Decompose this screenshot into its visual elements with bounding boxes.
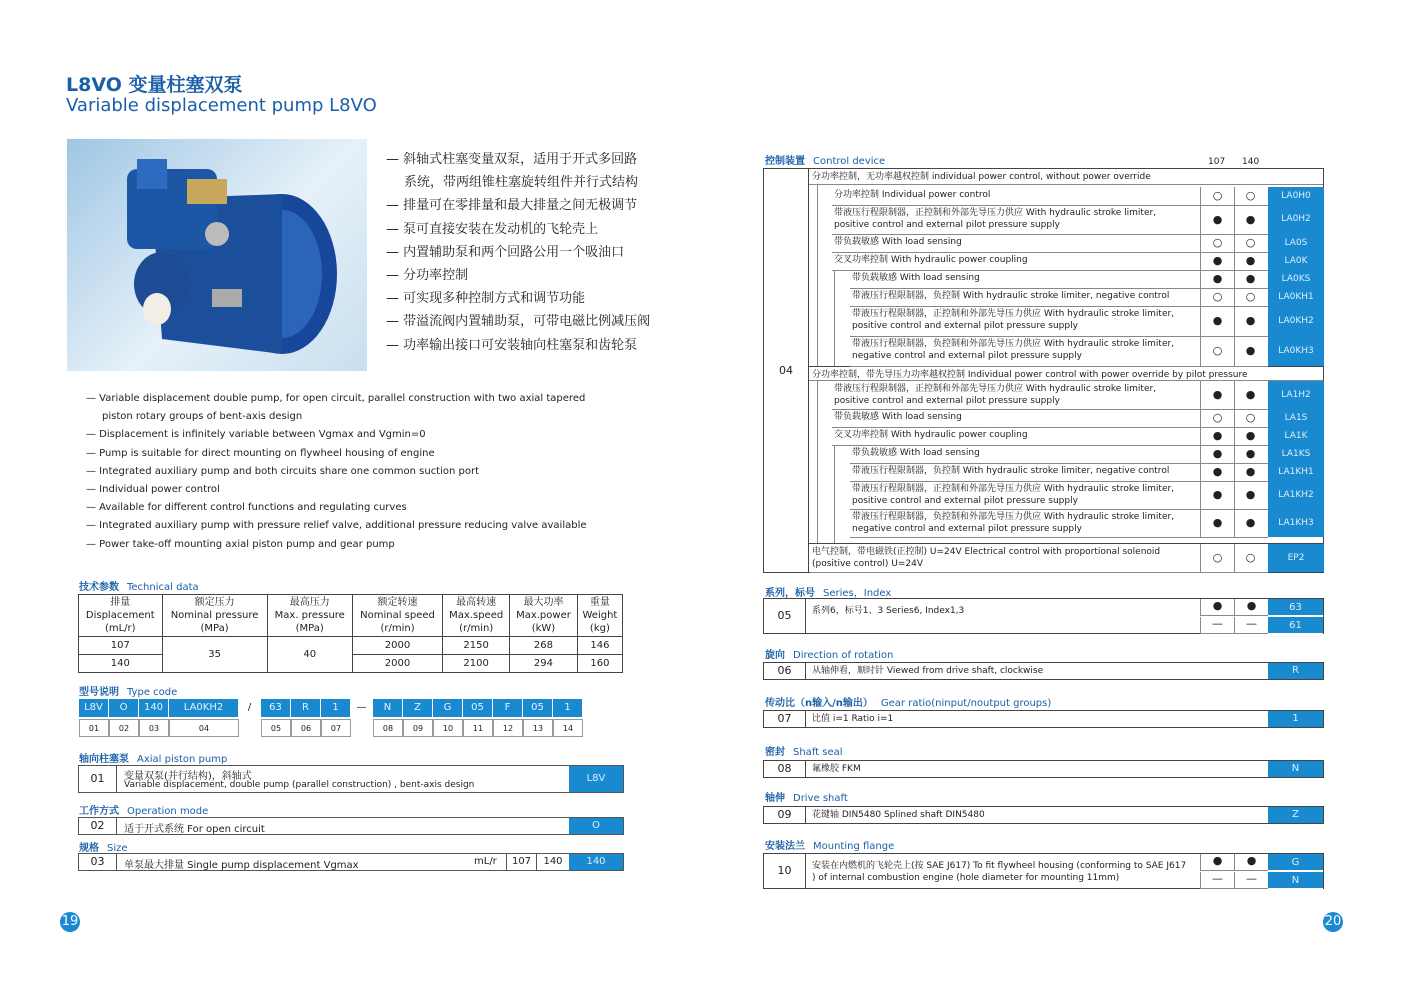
code-cell: N — [1268, 761, 1323, 777]
symbol-107: ● — [1212, 488, 1223, 501]
divider — [1234, 270, 1235, 288]
type-code-cell: F — [493, 699, 523, 717]
divider — [809, 543, 1323, 544]
code-cell: LA1S — [1268, 409, 1324, 427]
size-140: 140 — [536, 854, 569, 870]
control-row-text: 带液压行程限制器，负控制和外部先导压力供应 With hydraulic stroke limiter, negative control and external pilot pressure supply — [852, 339, 1175, 361]
divider — [1234, 445, 1235, 463]
code-cell: LA0KH1 — [1268, 288, 1324, 306]
section-heading: 系列，标号 Series，Index — [765, 588, 892, 599]
symbol-140: — — [1234, 617, 1268, 634]
symbol-140: ● — [1245, 447, 1256, 460]
en-bullet: piston rotary groups of bent-axis design — [102, 411, 303, 423]
divider — [850, 336, 1268, 337]
symbol-140: — — [1234, 872, 1268, 889]
control-row-text: 带液压行程限制器，正控制和外部先导压力供应 With hydraulic stroke limiter, positive control and external pilot pressure supply — [852, 484, 1175, 506]
code-cell: 63 — [1268, 599, 1323, 616]
divider — [850, 366, 1268, 367]
symbol-107: ● — [1212, 465, 1223, 478]
divider — [1200, 252, 1201, 270]
symbol-107: — — [1200, 872, 1234, 889]
symbol-107: ● — [1200, 854, 1234, 871]
symbol-107: ● — [1212, 388, 1223, 401]
cn-bullet: — 内置辅助泵和两个回路公用一个吸油口 — [386, 244, 625, 260]
code-cell: R — [1268, 663, 1323, 679]
control-row-text: 电气控制，带电磁铁(正控制) U=24V Electrical control with proportional solenoid (positive control) U=24V — [812, 547, 1161, 569]
row-text: 系列6，标号1、3 Series6, Index1,3 — [812, 606, 965, 616]
symbol-140: ● — [1245, 344, 1256, 357]
cn-bullet: — 功率输出接口可安装轴向柱塞泵和齿轮泵 — [386, 337, 638, 353]
symbol-107: ● — [1212, 212, 1223, 226]
table-cell: 2150 — [443, 637, 510, 655]
divider — [1200, 187, 1201, 205]
code-cell: N — [1268, 872, 1323, 889]
symbol-107: ● — [1212, 272, 1223, 285]
divider — [1200, 288, 1201, 306]
divider — [1200, 427, 1201, 445]
divider — [1200, 463, 1201, 481]
cn-bullet: — 斜轴式柱塞变量双泵，适用于开式多回路 — [386, 152, 638, 167]
page-title-en: Variable displacement pump L8VO — [66, 95, 377, 116]
th-nominal-pressure: 额定压力 Nominal pressure (MPa) — [162, 595, 267, 637]
section-heading: 规格 Size — [79, 843, 128, 854]
th-max-speed: 最高转速 Max.speed (r/min) — [443, 595, 510, 637]
symbol-140: ○ — [1245, 290, 1256, 303]
table-cell: 268 — [510, 637, 578, 655]
divider — [1234, 463, 1235, 481]
row-number: 01 — [79, 766, 117, 792]
symbol-140: ● — [1234, 854, 1268, 871]
section-heading: 工作方式 Operation mode — [79, 806, 209, 817]
symbol-140: ● — [1245, 488, 1256, 501]
type-code-number — [351, 719, 373, 737]
code-cell: LA1KS — [1268, 445, 1324, 463]
table-cell: 294 — [510, 655, 578, 673]
page-number-left: 19 — [60, 912, 80, 932]
control-row-text: 分功率控制 Individual power control — [834, 190, 991, 200]
th-displacement: 排量 Displacement (mL/r) — [79, 595, 163, 637]
code-cell: 61 — [1268, 617, 1323, 634]
symbol-107: ○ — [1212, 189, 1223, 202]
type-code-number: 03 — [139, 719, 169, 737]
code-cell: LA1K — [1268, 427, 1324, 445]
unit-label: mL/r — [474, 856, 497, 867]
divider — [1200, 205, 1201, 234]
symbol-140: ● — [1245, 516, 1256, 529]
row-text: 比值 i=1 Ratio i=1 — [812, 714, 894, 724]
row-number: 06 — [764, 663, 806, 679]
symbol-140: ○ — [1245, 189, 1256, 202]
indent-line — [834, 270, 835, 366]
control-row-text: 交叉功率控制 With hydraulic power coupling — [834, 255, 1028, 265]
divider — [832, 234, 1268, 235]
symbol-140: ● — [1245, 429, 1256, 442]
type-code-number: 02 — [109, 719, 139, 737]
code-cell: LA1H2 — [1268, 381, 1324, 409]
control-group-header: 分功率控制，无功率越权控制 individual power control, without power override — [812, 172, 1151, 182]
divider — [1200, 409, 1201, 427]
cn-bullet: — 带溢流阀内置辅助泵，可带电磁比例减压阀 — [386, 314, 651, 330]
control-row-text: 带负载敏感 With load sensing — [852, 273, 980, 283]
code-cell: LA0H2 — [1268, 205, 1324, 234]
code-cell: LA0KH2 — [1268, 306, 1324, 336]
row-number: 09 — [764, 807, 806, 823]
table-cell: 2000 — [352, 637, 442, 655]
symbol-107: ○ — [1212, 344, 1223, 357]
divider — [1234, 427, 1235, 445]
row-number: 07 — [764, 711, 806, 727]
symbol-107: ○ — [1212, 551, 1223, 564]
size-107: 107 — [506, 854, 536, 870]
cn-bullet-list — [386, 148, 650, 357]
code-cell: Z — [1268, 807, 1323, 823]
type-code-cell: 140 — [139, 699, 169, 717]
symbol-140: ● — [1245, 212, 1256, 226]
type-code-cell: 63 — [261, 699, 291, 717]
th-nominal-speed: 额定转速 Nominal speed (r/min) — [352, 595, 442, 637]
en-bullet-list — [86, 390, 587, 554]
code-cell: LA0KH3 — [1268, 336, 1324, 366]
section-row-10 — [763, 853, 1324, 889]
cn-bullet: 系统，带两组锥柱塞旋转组件并行式结构 — [404, 175, 639, 191]
row-text: 安装在内燃机的飞轮壳上(按 SAE J617) To fit flywheel housing (conforming to SAE J617 ) of internal combustion engine (hole diameter for mounting 11mm) — [812, 861, 1187, 883]
table-cell: 35 — [162, 637, 267, 673]
control-row-text: 带负载敏感 With load sensing — [834, 237, 962, 247]
code-cell: LA0KS — [1268, 270, 1324, 288]
divider — [850, 481, 1268, 482]
divider — [832, 445, 1268, 446]
table-cell: 140 — [79, 655, 163, 673]
page-title-cn: L8VO 变量柱塞双泵 — [66, 74, 243, 96]
type-code-number: 10 — [433, 719, 463, 737]
type-code-number: 13 — [523, 719, 553, 737]
control-row-text: 带液压行程限制器，负控制 With hydraulic stroke limiter, negative control — [852, 466, 1170, 476]
symbol-140: ● — [1245, 272, 1256, 285]
divider — [809, 380, 1323, 381]
row-number: 04 — [764, 169, 809, 572]
section-row-05 — [763, 598, 1324, 634]
section-row-07 — [763, 710, 1324, 728]
row-text: 从轴伸看，顺时针 Viewed from drive shaft, clockwise — [812, 666, 1044, 676]
row-number: 03 — [79, 854, 117, 870]
row-number: 05 — [764, 599, 806, 633]
row-text: 花键轴 DIN5480 Splined shaft DIN5480 — [812, 810, 985, 820]
divider — [1200, 234, 1201, 252]
type-code-number: 07 — [321, 719, 351, 737]
type-code-number: 09 — [403, 719, 433, 737]
symbol-107: ● — [1212, 254, 1223, 267]
type-code-number: 08 — [373, 719, 403, 737]
code-cell: 140 — [569, 854, 623, 870]
en-bullet: — Pump is suitable for direct mounting on flywheel housing of engine — [86, 447, 435, 459]
section-row-01 — [78, 765, 624, 793]
divider — [1234, 509, 1235, 537]
section-heading: 轴伸 Drive shaft — [765, 793, 848, 804]
control-row-text: 带液压行程限制器，负控制 With hydraulic stroke limiter, negative control — [852, 291, 1170, 301]
symbol-140: ● — [1245, 465, 1256, 478]
table-cell: 40 — [267, 637, 352, 673]
symbol-107: ○ — [1212, 236, 1223, 249]
code-cell: LA0S — [1268, 234, 1324, 252]
divider — [832, 270, 1268, 271]
th-max-pressure: 最高压力 Max. pressure (MPa) — [267, 595, 352, 637]
cn-bullet: — 分功率控制 — [386, 268, 469, 284]
type-code-cell: R — [291, 699, 321, 717]
control-row-text: 带液压行程限制器，正控制和外部先导压力供应 With hydraulic stroke limiter, positive control and external pilot pressure supply — [834, 208, 1157, 230]
divider — [809, 184, 1323, 185]
type-code-cell: G — [433, 699, 463, 717]
code-cell: LA1KH3 — [1268, 509, 1324, 537]
section-row-09 — [763, 806, 1324, 824]
symbol-140: ○ — [1245, 411, 1256, 424]
symbol-107: ● — [1212, 516, 1223, 529]
pump-image — [67, 139, 367, 371]
en-bullet: — Power take-off mounting axial piston pump and gear pump — [86, 538, 395, 550]
table-cell: 160 — [577, 655, 622, 673]
row-text-cn: 变量双泵(并行结构)，斜轴式 — [124, 771, 252, 782]
divider — [850, 463, 1268, 464]
symbol-107: ○ — [1212, 411, 1223, 424]
divider — [1200, 381, 1201, 409]
type-code-number — [239, 719, 261, 737]
divider — [850, 288, 1268, 289]
type-code-number: 14 — [553, 719, 583, 737]
cn-bullet: — 可实现多种控制方式和调节功能 — [386, 291, 586, 307]
control-row-text: 带负载敏感 With load sensing — [852, 448, 980, 458]
col-107: 107 — [1208, 157, 1226, 167]
type-code-number: 04 — [169, 719, 239, 737]
page-number-right: 20 — [1323, 912, 1343, 932]
divider — [1234, 187, 1235, 205]
symbol-107: ● — [1200, 599, 1234, 616]
row-number: 02 — [79, 818, 117, 834]
control-row-text: 带液压行程限制器，负控制和外部先导压力供应 With hydraulic stroke limiter, negative control and external pilot pressure supply — [852, 512, 1175, 534]
code-cell: L8V — [569, 766, 623, 792]
divider — [1200, 306, 1201, 336]
divider — [1200, 445, 1201, 463]
indent-line — [817, 185, 818, 366]
divider — [850, 537, 1268, 538]
code-cell: LA0H0 — [1268, 187, 1324, 205]
th-weight: 重量 Weight (kg) — [577, 595, 622, 637]
type-code-number: 06 — [291, 719, 321, 737]
code-cell: O — [569, 818, 623, 834]
divider — [1234, 252, 1235, 270]
type-code-cell: LA0KH2 — [169, 699, 239, 717]
control-row-text: 带液压行程限制器，正控制和外部先导压力供应 With hydraulic stroke limiter, positive control and external pilot pressure supply — [852, 309, 1175, 331]
symbol-140: ● — [1245, 254, 1256, 267]
table-cell: 2100 — [443, 655, 510, 673]
type-code-number: 11 — [463, 719, 493, 737]
divider — [1234, 381, 1235, 409]
code-cell: LA1KH1 — [1268, 463, 1324, 481]
type-code-number: 01 — [79, 719, 109, 737]
type-code-number: 12 — [493, 719, 523, 737]
symbol-107: ● — [1212, 429, 1223, 442]
row-text: 单泵最大排量 Single pump displacement Vgmax — [124, 860, 359, 871]
en-bullet: — Integrated auxiliary pump with pressure relief valve, additional pressure reducing valve available — [86, 520, 587, 532]
section-heading: 传动比（n输入/n输出） Gear ratio(ninput/noutput groups) — [765, 698, 1052, 709]
divider — [832, 252, 1268, 253]
section-row-03 — [78, 853, 624, 871]
typecode-strip — [79, 699, 623, 739]
type-code-cell: 1 — [321, 699, 351, 717]
section-row-08 — [763, 760, 1324, 778]
divider — [1234, 205, 1235, 234]
indent-line — [834, 445, 835, 543]
type-code-cell: / — [239, 699, 261, 717]
divider — [832, 427, 1268, 428]
row-text: 氟橡胶 FKM — [812, 764, 861, 774]
type-code-cell: 05 — [523, 699, 553, 717]
en-bullet: — Variable displacement double pump, for open circuit, parallel construction with two axial tapered — [86, 393, 586, 404]
en-bullet: — Displacement is infinitely variable between Vgmax and Vgmin=0 — [86, 429, 426, 441]
divider — [1234, 288, 1235, 306]
divider — [1200, 336, 1201, 366]
section-heading: 安装法兰 Mounting flange — [765, 841, 895, 852]
cn-bullet: — 泵可直接安装在发动机的飞轮壳上 — [386, 221, 599, 237]
control-row-text: 带液压行程限制器，正控制和外部先导压力供应 With hydraulic stroke limiter, positive control and external pilot pressure supply — [834, 384, 1157, 406]
divider — [1200, 481, 1201, 509]
tech-heading: 技术参数 Technical data — [79, 582, 199, 593]
symbol-140: ● — [1234, 599, 1268, 616]
code-cell: 1 — [1268, 711, 1323, 727]
divider — [1234, 409, 1235, 427]
divider — [1234, 481, 1235, 509]
symbol-107: — — [1200, 617, 1234, 634]
section-row-06 — [763, 662, 1324, 680]
section-heading: 密封 Shaft seal — [765, 747, 843, 758]
control-group-header: 分功率控制，带先导压力功率越权控制 Individual power control with power override by pilot pressure — [812, 370, 1248, 380]
section-heading: 轴向柱塞泵 Axial piston pump — [79, 754, 228, 765]
tech-table — [78, 594, 623, 673]
symbol-140: ○ — [1245, 551, 1256, 564]
type-code-cell: O — [109, 699, 139, 717]
divider — [1234, 234, 1235, 252]
row-text-en: Variable displacement, double pump (parallel construction) , bent-axis design — [124, 780, 475, 790]
col-140: 140 — [1242, 157, 1260, 167]
table-cell: 146 — [577, 637, 622, 655]
divider — [1234, 306, 1235, 336]
cn-bullet: — 排量可在零排量和最大排量之间无极调节 — [386, 198, 638, 214]
section-heading: 旋向 Direction of rotation — [765, 650, 894, 661]
symbol-140: ● — [1245, 388, 1256, 401]
divider — [850, 509, 1268, 510]
row-number: 10 — [764, 854, 806, 888]
divider — [810, 572, 1268, 573]
divider — [832, 205, 1268, 206]
type-code-cell: N — [373, 699, 403, 717]
divider — [1200, 509, 1201, 537]
divider — [850, 306, 1268, 307]
control-row-text: 带负载敏感 With load sensing — [834, 412, 962, 422]
table-cell: 2000 — [352, 655, 442, 673]
type-code-cell: L8V — [79, 699, 109, 717]
divider — [1234, 544, 1235, 572]
code-cell: LA0K — [1268, 252, 1324, 270]
section-row-02 — [78, 817, 624, 835]
th-max-power: 最大功率 Max.power (kW) — [510, 595, 578, 637]
control-row-text: 交叉功率控制 With hydraulic power coupling — [834, 430, 1028, 440]
indent-line — [817, 381, 818, 543]
control-heading: 控制装置 Control device — [765, 156, 886, 167]
en-bullet: — Individual power control — [86, 484, 220, 496]
symbol-140: ○ — [1245, 236, 1256, 249]
en-bullet: — Integrated auxiliary pump and both circuits share one common suction port — [86, 465, 480, 477]
symbol-107: ● — [1212, 447, 1223, 460]
divider — [1234, 336, 1235, 366]
table-cell: 107 — [79, 637, 163, 655]
control-table — [763, 168, 1324, 573]
code-cell: G — [1268, 854, 1323, 871]
symbol-107: ● — [1212, 314, 1223, 327]
row-number: 08 — [764, 761, 806, 777]
typecode-heading: 型号说明 Type code — [79, 687, 178, 698]
divider — [832, 409, 1268, 410]
code-cell: EP2 — [1268, 544, 1324, 572]
type-code-cell: 1 — [553, 699, 583, 717]
en-bullet: — Available for different control functions and regulating curves — [86, 502, 407, 514]
type-code-cell: — — [351, 699, 373, 717]
row-text: 适于开式系统 For open circuit — [124, 824, 265, 835]
type-code-cell: Z — [403, 699, 433, 717]
type-code-number: 05 — [261, 719, 291, 737]
code-cell: LA1KH2 — [1268, 481, 1324, 509]
symbol-140: ● — [1245, 314, 1256, 327]
symbol-107: ○ — [1212, 290, 1223, 303]
divider — [1200, 544, 1201, 572]
type-code-cell: 05 — [463, 699, 493, 717]
divider — [1200, 270, 1201, 288]
